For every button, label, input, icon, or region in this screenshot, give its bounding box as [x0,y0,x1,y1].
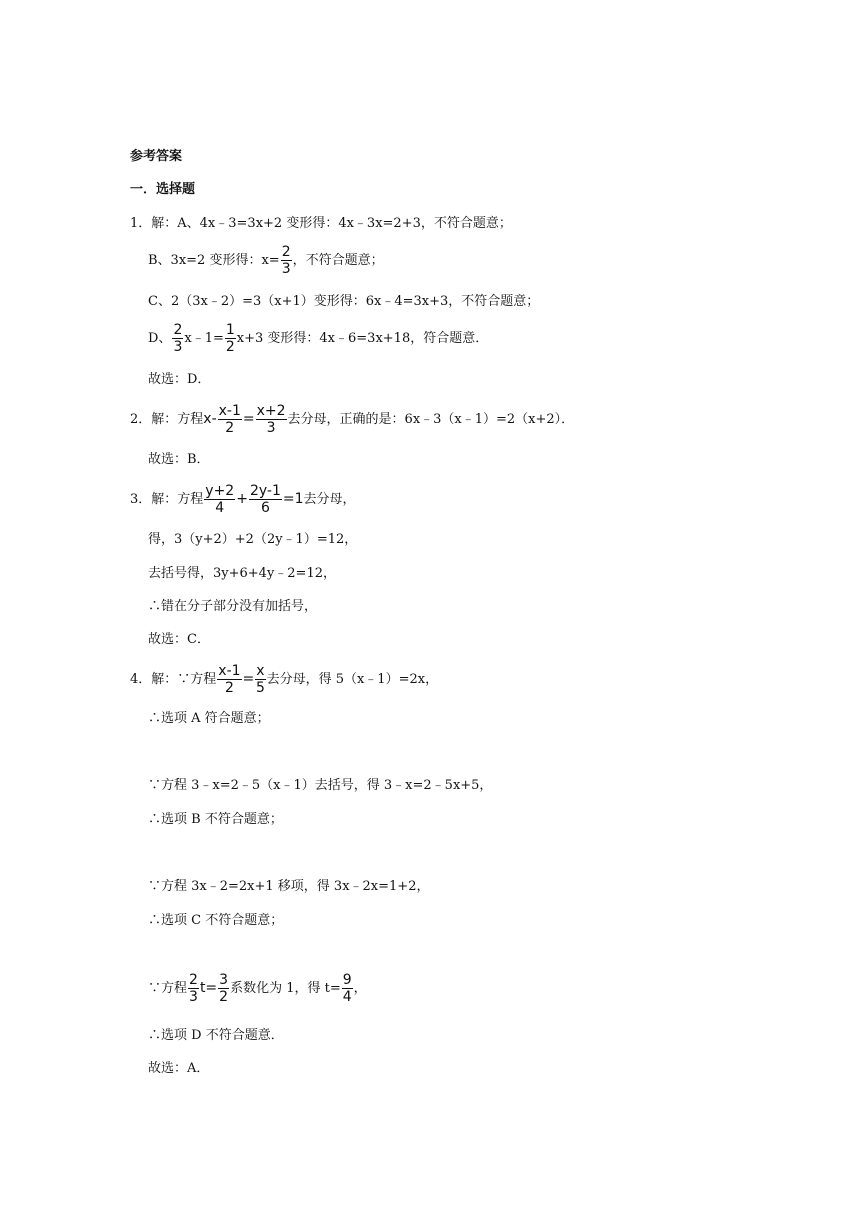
q4-line-3: ∵方程 3﹣x=2﹣5（x﹣1）去括号，得 3﹣x=2﹣5x+5， [148,778,493,793]
q3-fraction-2 [249,484,282,515]
heading: 参考答案 [130,149,183,164]
q1-line-4 [148,323,488,354]
q1-line-4-text-a: D、 [148,331,172,346]
q4-answer: 故选：A． [148,1061,210,1076]
q1-d-fraction-2 [225,323,236,354]
q2-answer: 故选：B． [148,452,210,467]
q4-fraction-3-num: 2 [189,972,198,988]
q1-line-2 [148,245,384,276]
q4-fraction-1 [217,664,241,695]
q4-line-1 [130,664,438,695]
q3-line-1-text-a: 3．解：方程 [130,492,204,507]
q2-x-term: x- [203,411,217,427]
q2-fraction-1-den: 2 [225,420,235,436]
q4-line-7 [148,973,367,1004]
q1-line-2-text-a: B、3x=2 变形得：x= [148,253,280,268]
q1-d-fraction-2-num: 1 [225,322,235,338]
q1-line-3: C、2（3x﹣2）=3（x+1）变形得：6x﹣4=3x+3，不符合题意； [148,294,540,309]
q3-plus: + [236,491,248,507]
q1-answer: 故选：D． [148,372,211,387]
q4-line-7-text-c: ， [353,981,367,996]
q4-line-2: ∴选项 A 符合题意； [148,711,270,726]
q1-d-fraction-2-den: 2 [225,339,235,355]
q4-fraction-5 [342,973,353,1004]
q3-fraction-2-num: 2y-1 [249,483,281,499]
q4-t-equals: t= [199,980,218,996]
q1-fraction [281,245,292,276]
q3-line-4: ∴错在分子部分没有加括号， [148,599,318,614]
section-title: 一．选择题 [130,182,196,197]
q4-fraction-4-den: 2 [219,989,229,1005]
q4-fraction-1-num: x-1 [218,663,241,679]
q4-equals: = [242,671,255,687]
q2-fraction-2-num: x+2 [256,403,286,419]
q4-fraction-5-num: 9 [342,972,352,988]
q4-fraction-4 [218,973,229,1004]
q4-fraction-2-num: x [256,663,265,679]
q2-line-1-text-a: 2．解：方程 [130,412,204,427]
q3-fraction-2-den: 6 [260,500,270,516]
q2-equals: = [242,411,255,427]
q3-fraction-1-den: 4 [215,500,225,516]
q1-line-4-text-b: x﹣1= [184,331,224,346]
q4-fraction-1-den: 2 [224,680,234,696]
q4-fraction-3 [188,973,199,1004]
q3-line-1-text-b: 去分母， [303,492,356,507]
q1-fraction-num: 2 [281,244,291,260]
q4-fraction-3-den: 3 [189,989,198,1005]
q2-fraction-1 [218,404,242,435]
q4-line-1-text-b: 去分母，得 5（x﹣1）=2x， [266,672,439,687]
q3-line-3: 去括号得，3y+6+4y﹣2=12， [148,566,336,581]
q4-fraction-2 [255,664,265,695]
q4-fraction-2-den: 5 [255,680,265,696]
q1-d-fraction-1-num: 2 [173,322,183,338]
q4-line-8: ∴选项 D 不符合题意． [148,1028,284,1043]
q4-line-4: ∴选项 B 不符合题意； [148,812,283,827]
q3-line-2: 得，3（y+2）+2（2y﹣1）=12， [148,532,358,547]
q2-fraction-1-num: x-1 [218,403,241,419]
q1-fraction-den: 3 [281,261,291,277]
q2-line-1 [130,404,574,435]
q4-line-5: ∵方程 3x﹣2=2x+1 移项，得 3x﹣2x=1+2， [148,879,430,894]
q4-fraction-4-num: 3 [219,972,229,988]
q1-line-1: 1．解：A、4x﹣3=3x+2 变形得：4x﹣3x=2+3，不符合题意； [130,216,512,231]
q3-fraction-1-num: y+2 [205,483,235,499]
q4-line-1-text-a: 4．解：∵方程 [130,672,217,687]
q4-line-7-text-b: 系数化为 1，得 t= [230,981,341,996]
q4-line-6: ∴选项 C 不符合题意； [148,913,284,928]
q3-answer: 故选：C． [148,632,210,647]
q2-fraction-2-den: 3 [266,420,276,436]
q2-line-1-text-b: 去分母，正确的是：6x﹣3（x﹣1）=2（x+2）． [287,412,575,427]
q3-line-1 [130,484,356,515]
q1-d-fraction-1 [172,323,183,354]
q3-equals-one: =1 [282,491,304,507]
q3-fraction-1 [204,484,235,515]
q1-d-fraction-1-den: 3 [173,339,183,355]
q2-fraction-2 [256,404,287,435]
q4-fraction-5-den: 4 [342,989,352,1005]
q1-line-4-text-c: x+3 变形得：4x﹣6=3x+18，符合题意． [236,331,489,346]
q4-line-7-text-a: ∵方程 [148,981,188,996]
q1-line-2-text-b: ，不符合题意； [292,253,384,268]
